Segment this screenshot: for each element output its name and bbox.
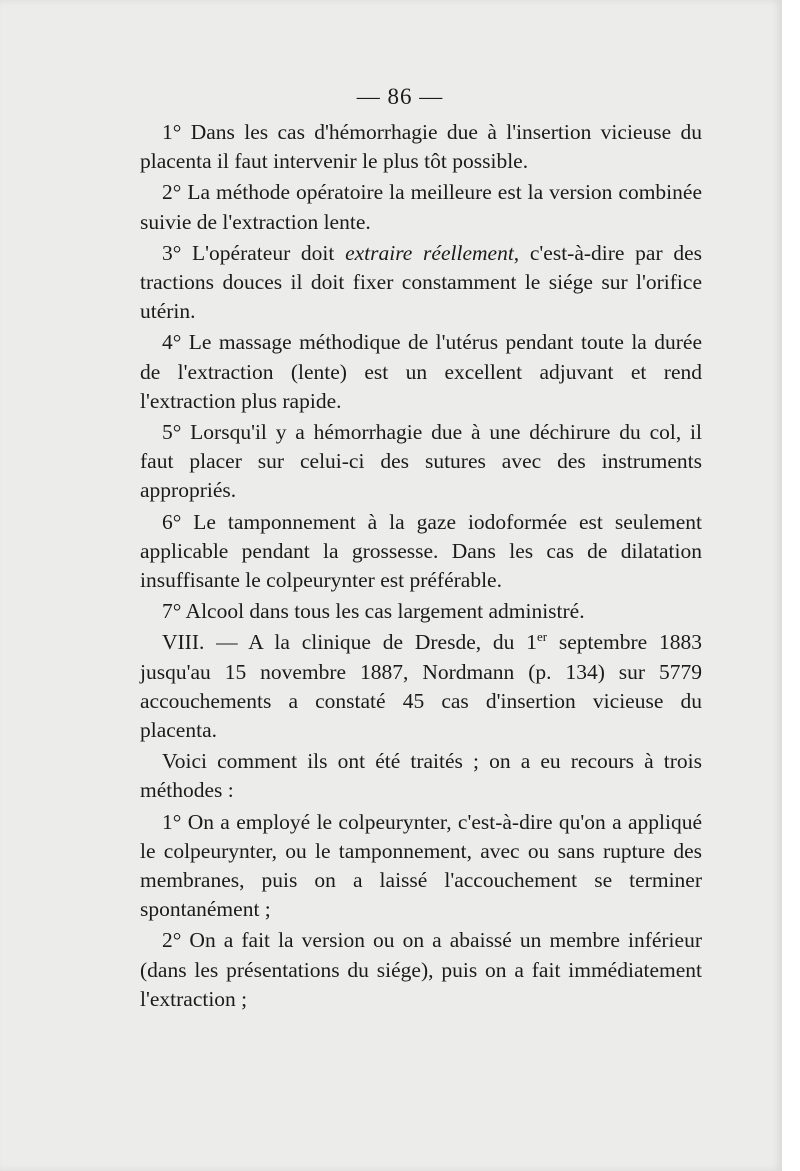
paragraph-text: VIII. — A la clinique de Dresde, du 1	[162, 630, 537, 655]
superscript: er	[536, 629, 548, 645]
paragraph-methods-intro: Voici comment ils ont été traités ; on a eu recours à trois méthodes :	[140, 749, 702, 803]
paragraph-text: , c'est-à-dire par des tractions douces il doit fixer constamment le siége sur l'orifice utérin.	[140, 240, 702, 324]
paragraph-conclusion-7: 7° Alcool dans tous les cas largement administré.	[162, 599, 585, 624]
paragraph-conclusion-2: 2° La méthode opératoire la meilleure est la version combinée suivie de l'extraction lente.	[140, 180, 702, 234]
paragraph-text: 3° L'opérateur doit	[162, 240, 346, 265]
paragraph-method-1: 1° On a employé le colpeurynter, c'est-à-dire qu'on a appliqué le colpeurynter, ou le tamponnement, avec ou sans rupture des membranes, puis on a laissé l'accouchement se terminer spontanément ;	[140, 809, 702, 922]
page-number: — 86 —	[356, 84, 444, 109]
paragraph-conclusion-6: 6° Le tamponnement à la gaze iodoformée est seulement applicable pendant la grossesse. Dans les cas de dilatation insuffisante le colpeurynter est préférable.	[140, 509, 702, 593]
paragraph-method-2: 2° On a fait la version ou on a abaissé un membre inférieur (dans les présentations du siége), puis on a fait immédiatement l'extraction ;	[140, 928, 702, 1011]
paragraph-text: septembre 1883 jusqu'au 15 novembre 1887, Nordmann (p. 134) sur 5779 accouchements a constaté 45 cas d'insertion vicieuse du placenta.	[140, 630, 702, 743]
paragraph-section-viii	[140, 628, 702, 745]
page-body	[140, 118, 702, 1016]
emphasized-text: extraire réellement	[345, 240, 514, 265]
paragraph-conclusion-1: 1° Dans les cas d'hémorrhagie due à l'insertion vicieuse du placenta il faut intervenir le plus tôt possible.	[140, 120, 702, 174]
paragraph-conclusion-4: 4° Le massage méthodique de l'utérus pendant toute la durée de l'extraction (lente) est un excellent adjuvant et rend l'extraction plus rapide.	[140, 330, 702, 413]
paragraph-conclusion-5: 5° Lorsqu'il y a hémorrhagie due à une déchirure du col, il faut placer sur celui-ci des sutures avec des instruments appropriés.	[140, 420, 702, 503]
paragraph-conclusion-3	[140, 239, 702, 327]
